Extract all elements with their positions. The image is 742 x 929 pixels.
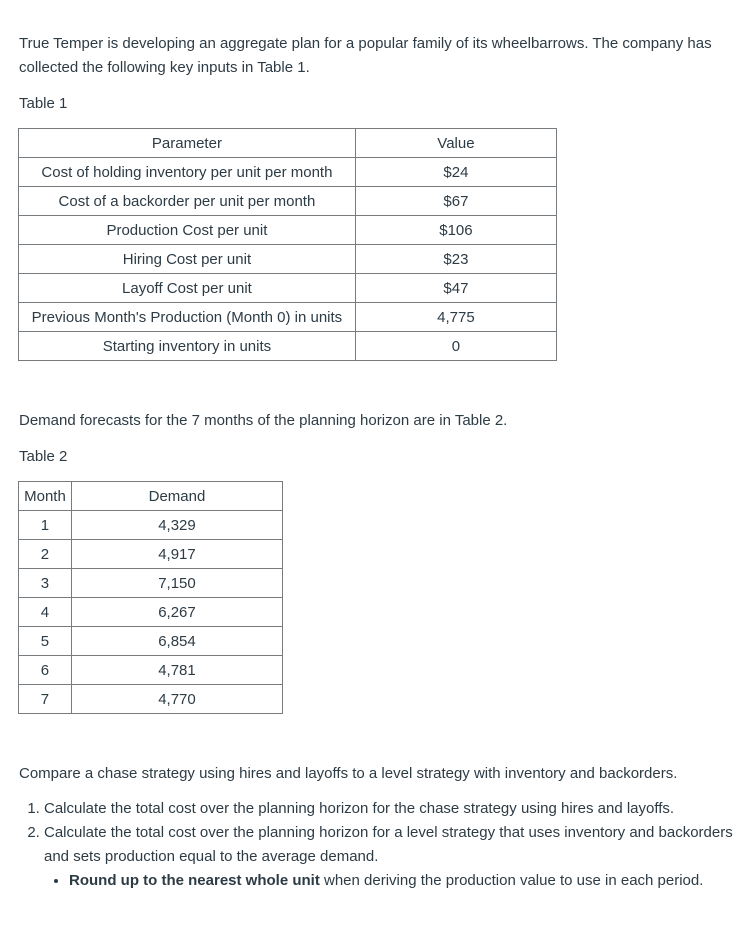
parameter-cell: Layoff Cost per unit <box>19 274 356 303</box>
demand-cell: 4,329 <box>71 511 282 540</box>
table-row <box>19 303 557 332</box>
list-item <box>44 821 742 893</box>
intro-paragraph: True Temper is developing an aggregate plan for a popular family of its wheelbarrows. The company has collected the following key inputs in Table 1. <box>19 35 712 76</box>
demand-cell: 6,854 <box>71 627 282 656</box>
demand-intro-paragraph: Demand forecasts for the 7 months of the planning horizon are in Table 2. <box>19 412 508 429</box>
month-cell: 6 <box>19 656 72 685</box>
parameter-cell: Hiring Cost per unit <box>19 245 356 274</box>
value-cell: $67 <box>355 187 556 216</box>
rounding-note-bold: Round up to the nearest whole unit <box>69 872 320 889</box>
demand-cell: 4,770 <box>71 685 282 714</box>
table-row <box>19 685 283 714</box>
table-row <box>19 627 283 656</box>
demand-table <box>18 481 283 714</box>
compare-paragraph: Compare a chase strategy using hires and layoffs to a level strategy with inventory and backorders. <box>19 765 678 782</box>
table-row <box>19 332 557 361</box>
table1-caption: Table 1 <box>19 95 68 112</box>
table-row <box>19 511 283 540</box>
table-row <box>19 274 557 303</box>
parameter-cell: Cost of a backorder per unit per month <box>19 187 356 216</box>
value-cell: 4,775 <box>355 303 556 332</box>
parameter-cell: Production Cost per unit <box>19 216 356 245</box>
parameter-cell: Cost of holding inventory per unit per month <box>19 158 356 187</box>
month-cell: 4 <box>19 598 72 627</box>
table-header-row <box>19 482 283 511</box>
table-row <box>19 569 283 598</box>
table-row <box>19 158 557 187</box>
table-row <box>19 187 557 216</box>
list-item <box>44 797 742 821</box>
parameter-cell: Previous Month's Production (Month 0) in units <box>19 303 356 332</box>
value-cell: $47 <box>355 274 556 303</box>
value-cell: $23 <box>355 245 556 274</box>
table-row <box>19 656 283 685</box>
table-row <box>19 245 557 274</box>
parameters-table <box>18 128 557 361</box>
demand-cell: 7,150 <box>71 569 282 598</box>
parameter-cell: Starting inventory in units <box>19 332 356 361</box>
month-cell: 5 <box>19 627 72 656</box>
table2-caption: Table 2 <box>19 448 68 465</box>
value-cell: $24 <box>355 158 556 187</box>
table-header-row <box>19 129 557 158</box>
list-item <box>69 869 742 893</box>
column-header-demand: Demand <box>71 482 282 511</box>
month-cell: 1 <box>19 511 72 540</box>
month-cell: 7 <box>19 685 72 714</box>
value-cell: 0 <box>355 332 556 361</box>
column-header-parameter: Parameter <box>19 129 356 158</box>
rounding-note-text: when deriving the production value to use in each period. <box>319 872 704 889</box>
question-text: Calculate the total cost over the planning horizon for a level strategy that uses inventory and backorders and sets production equal to the average demand. <box>44 824 733 865</box>
table-row <box>19 540 283 569</box>
questions-list <box>19 797 742 893</box>
notes-list <box>44 869 742 893</box>
table-row <box>19 598 283 627</box>
month-cell: 2 <box>19 540 72 569</box>
column-header-value: Value <box>355 129 556 158</box>
value-cell: $106 <box>355 216 556 245</box>
month-cell: 3 <box>19 569 72 598</box>
table-row <box>19 216 557 245</box>
question-text: Calculate the total cost over the planning horizon for the chase strategy using hires and layoffs. <box>44 800 675 817</box>
demand-cell: 4,917 <box>71 540 282 569</box>
column-header-month: Month <box>19 482 72 511</box>
demand-cell: 4,781 <box>71 656 282 685</box>
demand-cell: 6,267 <box>71 598 282 627</box>
